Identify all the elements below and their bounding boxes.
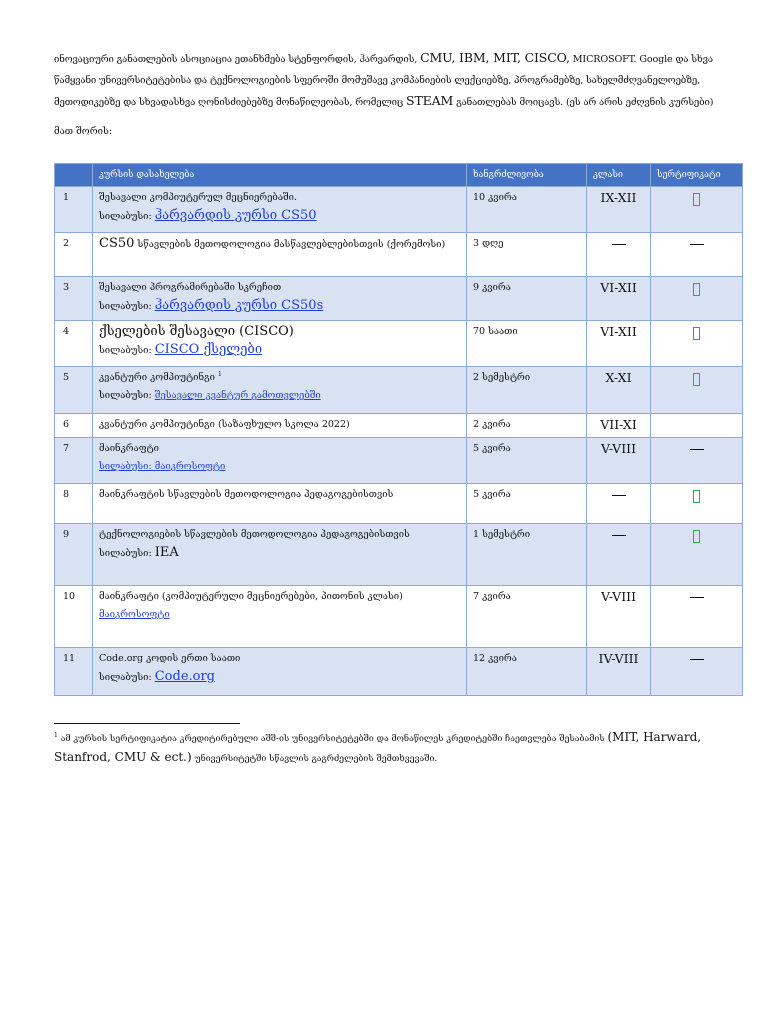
certificate-cell bbox=[651, 586, 743, 648]
syllabus-label: სილაბუსი: bbox=[99, 548, 152, 559]
grade-cell bbox=[587, 524, 651, 586]
certificate-check-icon bbox=[693, 373, 700, 386]
course-title: მაინკრაფტის სწავლების მეთოდოლოგია პედაგოგებისთვის bbox=[93, 484, 467, 524]
footnote bbox=[54, 728, 744, 768]
course-cell bbox=[93, 524, 467, 586]
duration-cell: 5 კვირა bbox=[467, 438, 587, 484]
footnote-number: 1 bbox=[54, 732, 58, 740]
duration-cell: 2 სემესტრი bbox=[467, 367, 587, 414]
dash-icon bbox=[690, 244, 704, 245]
course-cell bbox=[93, 277, 467, 321]
table-header-row bbox=[55, 164, 743, 187]
course-title: ტექნოლოგიების სწავლების მეთოდოლოგია პედაგოგებისთვის bbox=[99, 529, 410, 540]
certificate-cell bbox=[651, 187, 743, 233]
course-title-latin: CS50 bbox=[99, 236, 135, 251]
header-course-name: კურსის დასახელება bbox=[93, 164, 467, 187]
syllabus-label: სილაბუსი: bbox=[99, 211, 152, 222]
dash-icon bbox=[612, 495, 626, 496]
courses-table bbox=[54, 163, 743, 696]
intro-text-2: Google და სხვა წამყვანი უნივერსიტეტებისა და ტექნოლოგიების სფეროში მომუშავე კომპანიების ლექციებზე, პროგრამებზე, სახელმძღვანელოებზე, მეთოდიკებზე და სხვადასხვა ღონისძიებებზე მონაწილეობას, რომელიც bbox=[54, 54, 713, 108]
footnote-marker: 1 bbox=[217, 370, 222, 378]
grade-cell bbox=[587, 484, 651, 524]
footnote-text-1: ამ კურსის სერტიფიკატია კრედიტირებული აშშ-ის უნივერსიტეტებში და მონაწილეს კრედიტებში ჩაეთვლება შესაბამის bbox=[60, 734, 605, 744]
certificate-check-icon bbox=[693, 193, 700, 206]
among-them-label: მათ შორის: bbox=[54, 126, 113, 137]
header-grade: კლასი bbox=[587, 164, 651, 187]
table-row bbox=[55, 586, 743, 648]
row-number: 6 bbox=[55, 414, 93, 438]
dash-icon bbox=[690, 597, 704, 598]
header-duration: ხანგრძლივობა bbox=[467, 164, 587, 187]
certificate-cell bbox=[651, 367, 743, 414]
course-title: მაინკრაფტი bbox=[99, 443, 159, 454]
table-row bbox=[55, 321, 743, 367]
row-number: 3 bbox=[55, 277, 93, 321]
course-title: Code.org კოდის ერთი საათი bbox=[99, 653, 241, 664]
footnote-text-2: უნივერსიტეტში სწავლის გაგრძელების შემთხვევაში. bbox=[194, 754, 438, 764]
course-cell bbox=[93, 233, 467, 277]
table-row bbox=[55, 277, 743, 321]
certificate-cell bbox=[651, 524, 743, 586]
syllabus-label: სილაბუსი: bbox=[99, 390, 152, 401]
grade-cell: VI-XII bbox=[587, 277, 651, 321]
intro-steam: STEAM bbox=[406, 93, 454, 108]
certificate-check-icon bbox=[693, 283, 700, 296]
certificate-cell bbox=[651, 233, 743, 277]
syllabus-link[interactable]: სილაბუსი: მაიკროსოფტი bbox=[99, 461, 226, 472]
footnote-universities: (MIT, Harward, Stanfrod, CMU & ect.) bbox=[54, 730, 702, 764]
header-number bbox=[55, 164, 93, 187]
course-cell bbox=[93, 321, 467, 367]
course-title: შესავალი პროგრამირებაში სკრეჩით bbox=[99, 282, 282, 293]
syllabus-link[interactable]: Code.org bbox=[154, 669, 216, 684]
row-number: 2 bbox=[55, 233, 93, 277]
certificate-cell bbox=[651, 277, 743, 321]
certificate-cell bbox=[651, 648, 743, 696]
grade-cell: IV-VIII bbox=[587, 648, 651, 696]
certificate-cell bbox=[651, 438, 743, 484]
row-number: 1 bbox=[55, 187, 93, 233]
row-number: 11 bbox=[55, 648, 93, 696]
syllabus-link[interactable]: CISCO ქსელები bbox=[154, 342, 263, 357]
row-number: 10 bbox=[55, 586, 93, 648]
certificate-cell bbox=[651, 484, 743, 524]
syllabus-link[interactable]: ჰარვარდის კურსი CS50 bbox=[154, 208, 317, 223]
table-row bbox=[55, 367, 743, 414]
duration-cell: 2 კვირა bbox=[467, 414, 587, 438]
table-row bbox=[55, 524, 743, 586]
grade-cell: V-VIII bbox=[587, 586, 651, 648]
course-title: სწავლების მეთოდოლოგია მასწავლებლებისთვის (ქორემოსი) bbox=[137, 239, 446, 250]
intro-org-list: CMU, IBM, MIT, CISCO, bbox=[420, 50, 570, 65]
course-title: კვანტური კომპიუტინგი bbox=[99, 372, 215, 383]
syllabus-label: სილაბუსი: bbox=[99, 301, 152, 312]
intro-paragraph bbox=[54, 48, 714, 114]
row-number: 4 bbox=[55, 321, 93, 367]
row-number: 7 bbox=[55, 438, 93, 484]
duration-cell: 70 საათი bbox=[467, 321, 587, 367]
course-cell bbox=[93, 367, 467, 414]
grade-cell: IX-XII bbox=[587, 187, 651, 233]
syllabus-label: სილაბუსი: bbox=[99, 672, 152, 683]
grade-cell: X-XI bbox=[587, 367, 651, 414]
row-number: 5 bbox=[55, 367, 93, 414]
course-title: შესავალი კომპიუტერულ მეცნიერებაში. bbox=[99, 192, 297, 203]
duration-cell: 1 სემესტრი bbox=[467, 524, 587, 586]
dash-icon bbox=[690, 449, 704, 450]
grade-cell: VII-XI bbox=[587, 414, 651, 438]
intro-text-1: ინოვაციური განათლების ასოციაცია ეთანხმება სტენფორდის, ჰარვარდის, bbox=[54, 54, 418, 65]
duration-cell: 5 კვირა bbox=[467, 484, 587, 524]
intro-text-3: განათლებას მოიცავს. (ეს არ არის ეძღვნის კურსები) bbox=[456, 97, 714, 108]
duration-cell: 3 დღე bbox=[467, 233, 587, 277]
table-row bbox=[55, 648, 743, 696]
grade-cell bbox=[587, 233, 651, 277]
footnote-separator bbox=[54, 723, 240, 724]
duration-cell: 7 კვირა bbox=[467, 586, 587, 648]
row-number: 9 bbox=[55, 524, 93, 586]
course-cell bbox=[93, 648, 467, 696]
table-row bbox=[55, 484, 743, 524]
syllabus-link[interactable]: მაიკროსოფტი bbox=[99, 609, 170, 620]
duration-cell: 9 კვირა bbox=[467, 277, 587, 321]
dash-icon bbox=[690, 659, 704, 660]
grade-cell: VI-XII bbox=[587, 321, 651, 367]
certificate-cell bbox=[651, 414, 743, 438]
duration-cell: 10 კვირა bbox=[467, 187, 587, 233]
grade-cell: V-VIII bbox=[587, 438, 651, 484]
course-title: მაინკრაფტი (კომპიუტერული მეცნიერებები, პითონის კლასი) bbox=[99, 591, 403, 602]
header-certificate: სერტიფიკატი bbox=[651, 164, 743, 187]
course-title: კვანტური კომპიუტინგი (საზაფხულო სკოლა 2022) bbox=[93, 414, 467, 438]
certificate-check-icon bbox=[693, 530, 700, 543]
dash-icon bbox=[612, 244, 626, 245]
course-cell bbox=[93, 586, 467, 648]
table-row bbox=[55, 438, 743, 484]
syllabus-label: სილაბუსი: bbox=[99, 345, 152, 356]
table-row bbox=[55, 414, 743, 438]
intro-microsoft: MICROSOFT. bbox=[572, 54, 637, 65]
syllabus-link[interactable]: შესავალი კვანტურ გამოთვლებში bbox=[154, 390, 321, 401]
table-row bbox=[55, 233, 743, 277]
course-title: ქსელების შესავალი (CISCO) bbox=[99, 324, 294, 339]
certificate-check-icon bbox=[693, 327, 700, 340]
syllabus-source: IEA bbox=[154, 545, 179, 560]
course-cell bbox=[93, 187, 467, 233]
syllabus-link[interactable]: ჰარვარდის კურსი CS50s bbox=[154, 298, 324, 313]
dash-icon bbox=[612, 535, 626, 536]
duration-cell: 12 კვირა bbox=[467, 648, 587, 696]
certificate-cell bbox=[651, 321, 743, 367]
certificate-check-icon bbox=[693, 490, 700, 503]
course-cell bbox=[93, 438, 467, 484]
table-row bbox=[55, 187, 743, 233]
row-number: 8 bbox=[55, 484, 93, 524]
